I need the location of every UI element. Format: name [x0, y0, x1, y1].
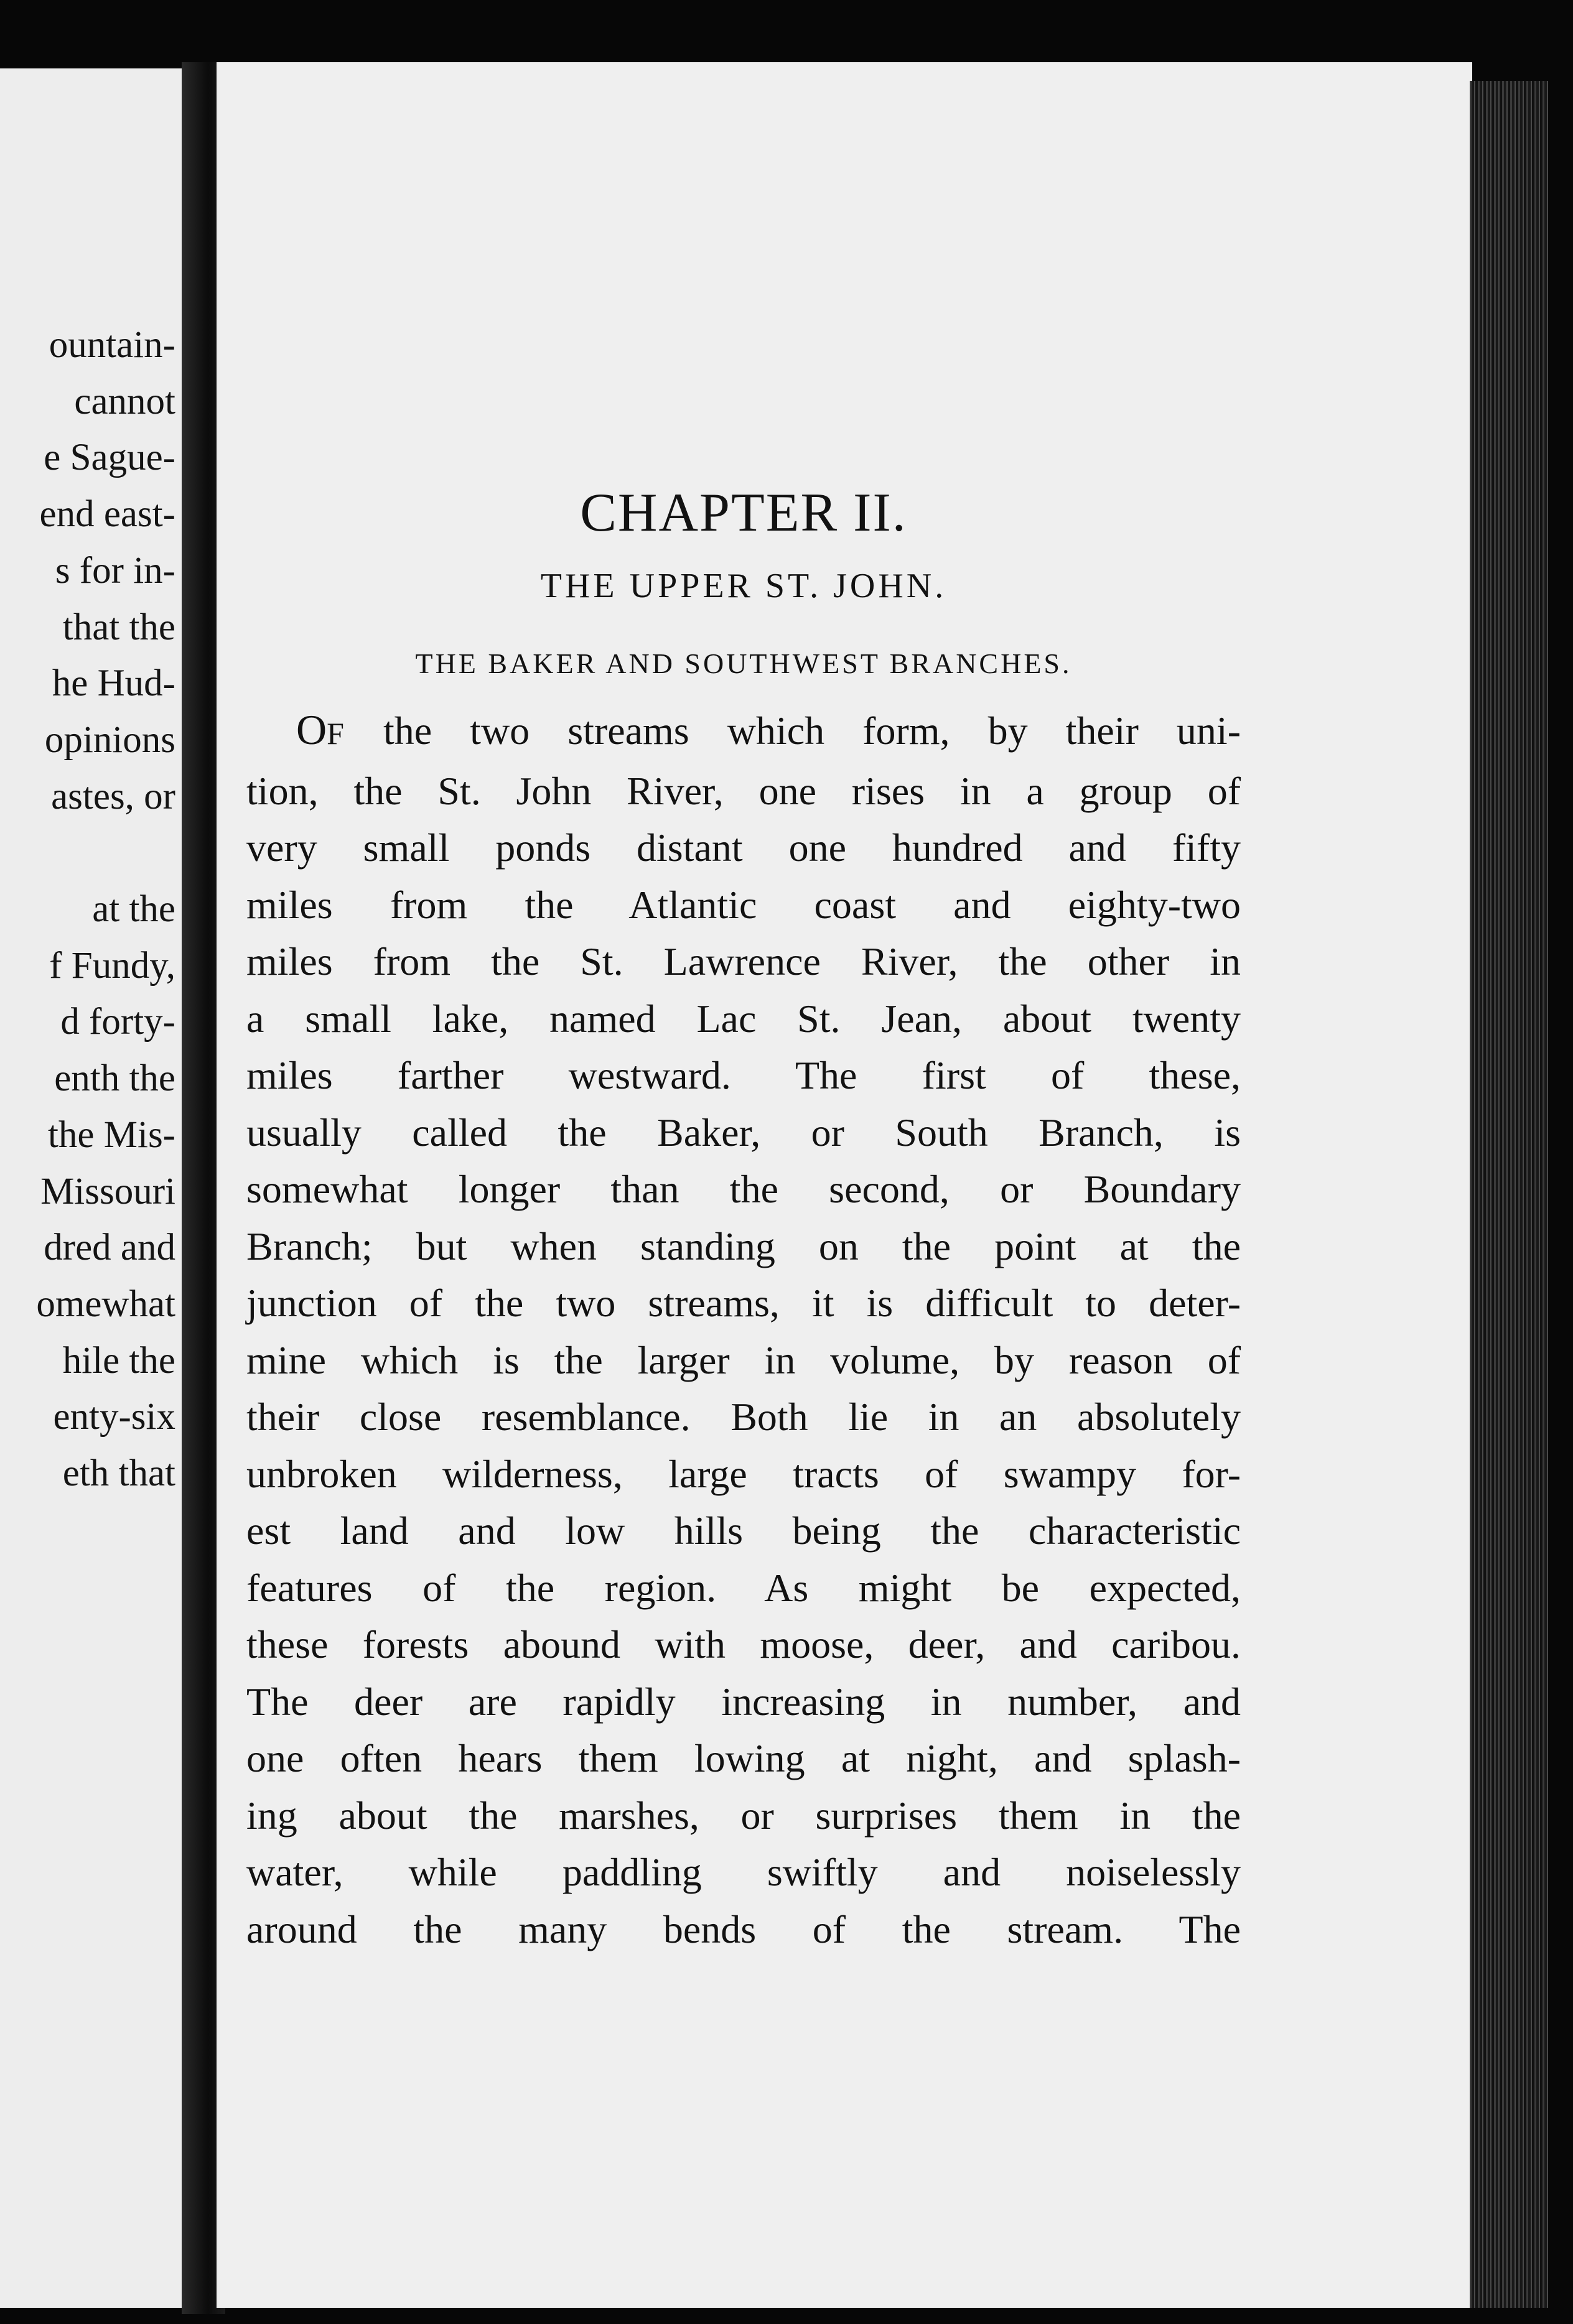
section-subtitle: THE BAKER AND SOUTHWEST BRANCHES.: [415, 648, 1072, 679]
body-line: Branch; but when standing on the point at the: [246, 1224, 1241, 1268]
left-page-line: that the: [62, 606, 175, 648]
body-line: mine which is the larger in volume, by reason of: [246, 1337, 1241, 1382]
body-line: ing about the marshes, or surprises them in the: [246, 1793, 1241, 1838]
left-page-line: cannot: [74, 380, 175, 422]
left-page-line: opinions: [44, 718, 175, 761]
body-line: these forests abound with moose, deer, and caribou.: [246, 1622, 1241, 1666]
left-page-line: astes, or: [51, 775, 175, 817]
left-page-line: he Hud-: [52, 662, 175, 705]
first-line-text: the two streams which form, by their uni-: [383, 709, 1241, 753]
left-page-line: end east-: [39, 493, 175, 536]
left-page-line: the Mis-: [47, 1113, 175, 1156]
left-page-line: s for in-: [55, 549, 175, 592]
left-page-line: e Sague-: [44, 437, 175, 479]
body-line: miles farther westward. The first of these,: [246, 1053, 1241, 1097]
body-line: est land and low hills being the characteristic: [246, 1508, 1241, 1553]
chapter-heading: CHAPTER II.: [580, 483, 907, 543]
left-page-line: dred and: [44, 1227, 175, 1269]
body-line: features of the region. As might be expected,: [246, 1565, 1241, 1610]
body-line: tion, the St. John River, one rises in a group of: [246, 768, 1241, 813]
left-page-line: enty-six: [53, 1396, 175, 1438]
chapter-title: THE UPPER ST. JOHN.: [540, 567, 947, 605]
left-page-line: [0, 825, 175, 881]
left-page-line: f Fundy,: [49, 944, 175, 987]
body-line: around the many bends of the stream. The: [246, 1907, 1241, 1951]
left-page-line: omewhat: [36, 1283, 175, 1325]
left-page-line: enth the: [54, 1057, 175, 1100]
body-line: The deer are rapidly increasing in number, and: [246, 1679, 1241, 1724]
body-line: a small lake, named Lac St. Jean, about twenty: [246, 996, 1241, 1041]
left-page-line: eth that: [62, 1452, 175, 1495]
small-caps: F: [327, 716, 345, 751]
left-page-line: ountain-: [49, 324, 175, 366]
body-line: miles from the Atlantic coast and eighty-two: [246, 882, 1241, 927]
body-line: somewhat longer than the second, or Boundary: [246, 1167, 1241, 1211]
body-line: water, while paddling swiftly and noiselessly: [246, 1850, 1241, 1894]
left-page-line: d forty-: [60, 1001, 175, 1043]
body-line: miles from the St. Lawrence River, the other in: [246, 939, 1241, 983]
body-line-first: [246, 702, 1241, 763]
body-line: very small ponds distant one hundred and fifty: [246, 825, 1241, 870]
body-line: their close resemblance. Both lie in an absolutely: [246, 1395, 1241, 1439]
body-line: unbroken wilderness, large tracts of swampy for-: [246, 1451, 1241, 1496]
body-line: one often hears them lowing at night, and splash-: [246, 1736, 1241, 1780]
left-page-line: at the: [92, 888, 175, 931]
body-line: junction of the two streams, it is difficult to deter-: [246, 1281, 1241, 1325]
body-line: usually called the Baker, or South Branch, is: [246, 1110, 1241, 1155]
page-edges: [1470, 81, 1548, 2308]
page-content: [246, 479, 1241, 1958]
left-facing-page: [0, 68, 187, 2308]
left-page-text: [0, 317, 175, 1502]
left-page-line: Missouri: [40, 1170, 175, 1212]
body-text: [246, 702, 1241, 1958]
drop-cap: O: [296, 706, 327, 753]
left-page-line: hile the: [62, 1339, 175, 1382]
